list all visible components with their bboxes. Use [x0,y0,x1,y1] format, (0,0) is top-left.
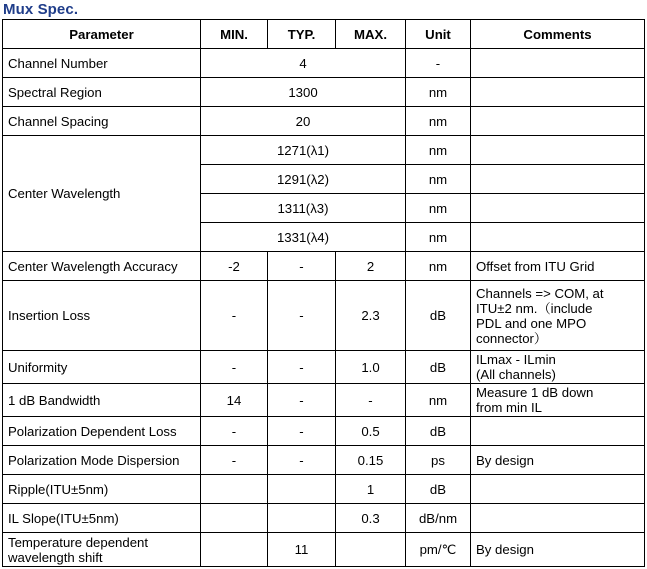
unit-cell: nm [406,136,471,165]
comment-line: ITU±2 nm.（include [476,300,593,316]
max-cell: - [336,384,406,417]
unit-cell: nm [406,252,471,281]
max-cell: 0.15 [336,446,406,475]
comment-line: ILmax - ILmin [476,352,556,367]
typ-cell: - [268,351,336,384]
comment-cell: Offset from ITU Grid [471,252,645,281]
min-cell: -2 [201,252,268,281]
table-row [3,281,645,351]
unit-cell: dB [406,475,471,504]
unit-cell: dB [406,417,471,446]
comment-cell: By design [471,533,645,567]
comment-cell [471,107,645,136]
unit-cell: nm [406,165,471,194]
header-row [3,20,645,49]
max-cell: 2 [336,252,406,281]
comment-cell [471,351,645,384]
unit-cell: dB [406,281,471,351]
max-cell: 1.0 [336,351,406,384]
comment-cell [471,417,645,446]
typ-cell: - [268,417,336,446]
comment-cell: By design [471,446,645,475]
comment-line: connector） [476,330,548,346]
value-cell: 4 [201,49,406,78]
value-cell: 1291(λ2) [201,165,406,194]
comment-cell [471,136,645,165]
header-min: MIN. [201,20,268,49]
unit-cell: dB [406,351,471,384]
comment-cell [471,281,645,351]
min-cell [201,533,268,567]
param-cell [3,533,201,567]
max-cell [336,533,406,567]
value-cell: 1300 [201,78,406,107]
param-cell: Uniformity [3,351,201,384]
comment-cell [471,49,645,78]
param-cell: Channel Number [3,49,201,78]
param-cell: Polarization Mode Dispersion [3,446,201,475]
unit-cell: ps [406,446,471,475]
min-cell: - [201,281,268,351]
typ-cell: - [268,446,336,475]
comment-line: (All channels) [476,367,556,382]
param-cell: Center Wavelength Accuracy [3,252,201,281]
value-cell: 20 [201,107,406,136]
max-cell: 1 [336,475,406,504]
param-cell: 1 dB Bandwidth [3,384,201,417]
value-cell: 1271(λ1) [201,136,406,165]
unit-cell: dB/nm [406,504,471,533]
comment-cell [471,475,645,504]
param-cell: Ripple(ITU±5nm) [3,475,201,504]
unit-cell: - [406,49,471,78]
table-row [3,252,645,281]
comment-cell [471,384,645,417]
typ-cell [268,504,336,533]
table-row [3,136,645,165]
comment-line: PDL and one MPO [476,315,587,331]
typ-cell: - [268,281,336,351]
table-row [3,49,645,78]
min-cell [201,475,268,504]
header-typ: TYP. [268,20,336,49]
table-row [3,107,645,136]
max-cell: 2.3 [336,281,406,351]
table-row [3,533,645,567]
max-cell: 0.3 [336,504,406,533]
comment-line: from min IL [476,400,542,415]
unit-cell: nm [406,107,471,136]
min-cell: - [201,417,268,446]
table-row [3,504,645,533]
param-line: wavelength shift [8,549,103,565]
table-row [3,351,645,384]
max-cell: 0.5 [336,417,406,446]
table-row [3,446,645,475]
comment-cell [471,504,645,533]
typ-cell: 11 [268,533,336,567]
comment-cell [471,223,645,252]
unit-cell: nm [406,78,471,107]
header-unit: Unit [406,20,471,49]
comment-line: Channels => COM, at [476,285,604,301]
comment-cell [471,165,645,194]
table-row [3,475,645,504]
param-cell: Polarization Dependent Loss [3,417,201,446]
typ-cell [268,475,336,504]
unit-cell: nm [406,194,471,223]
header-max: MAX. [336,20,406,49]
comment-line: Measure 1 dB down [476,385,594,400]
value-cell: 1311(λ3) [201,194,406,223]
min-cell: - [201,446,268,475]
typ-cell: - [268,384,336,417]
unit-cell: nm [406,384,471,417]
min-cell: 14 [201,384,268,417]
min-cell: - [201,351,268,384]
comment-cell [471,194,645,223]
param-line: Temperature dependent [8,534,149,550]
unit-cell: pm/℃ [406,533,471,567]
header-parameter: Parameter [3,20,201,49]
header-comments: Comments [471,20,645,49]
comment-cell [471,78,645,107]
param-cell: Center Wavelength [3,136,201,252]
typ-cell: - [268,252,336,281]
min-cell [201,504,268,533]
section-title: Mux Spec. [3,1,79,18]
param-cell: Spectral Region [3,78,201,107]
table-row [3,417,645,446]
value-cell: 1331(λ4) [201,223,406,252]
mux-spec-table [2,19,645,567]
table-row [3,78,645,107]
table-row [3,384,645,417]
param-cell: Channel Spacing [3,107,201,136]
unit-cell: nm [406,223,471,252]
param-cell: Insertion Loss [3,281,201,351]
param-cell: IL Slope(ITU±5nm) [3,504,201,533]
